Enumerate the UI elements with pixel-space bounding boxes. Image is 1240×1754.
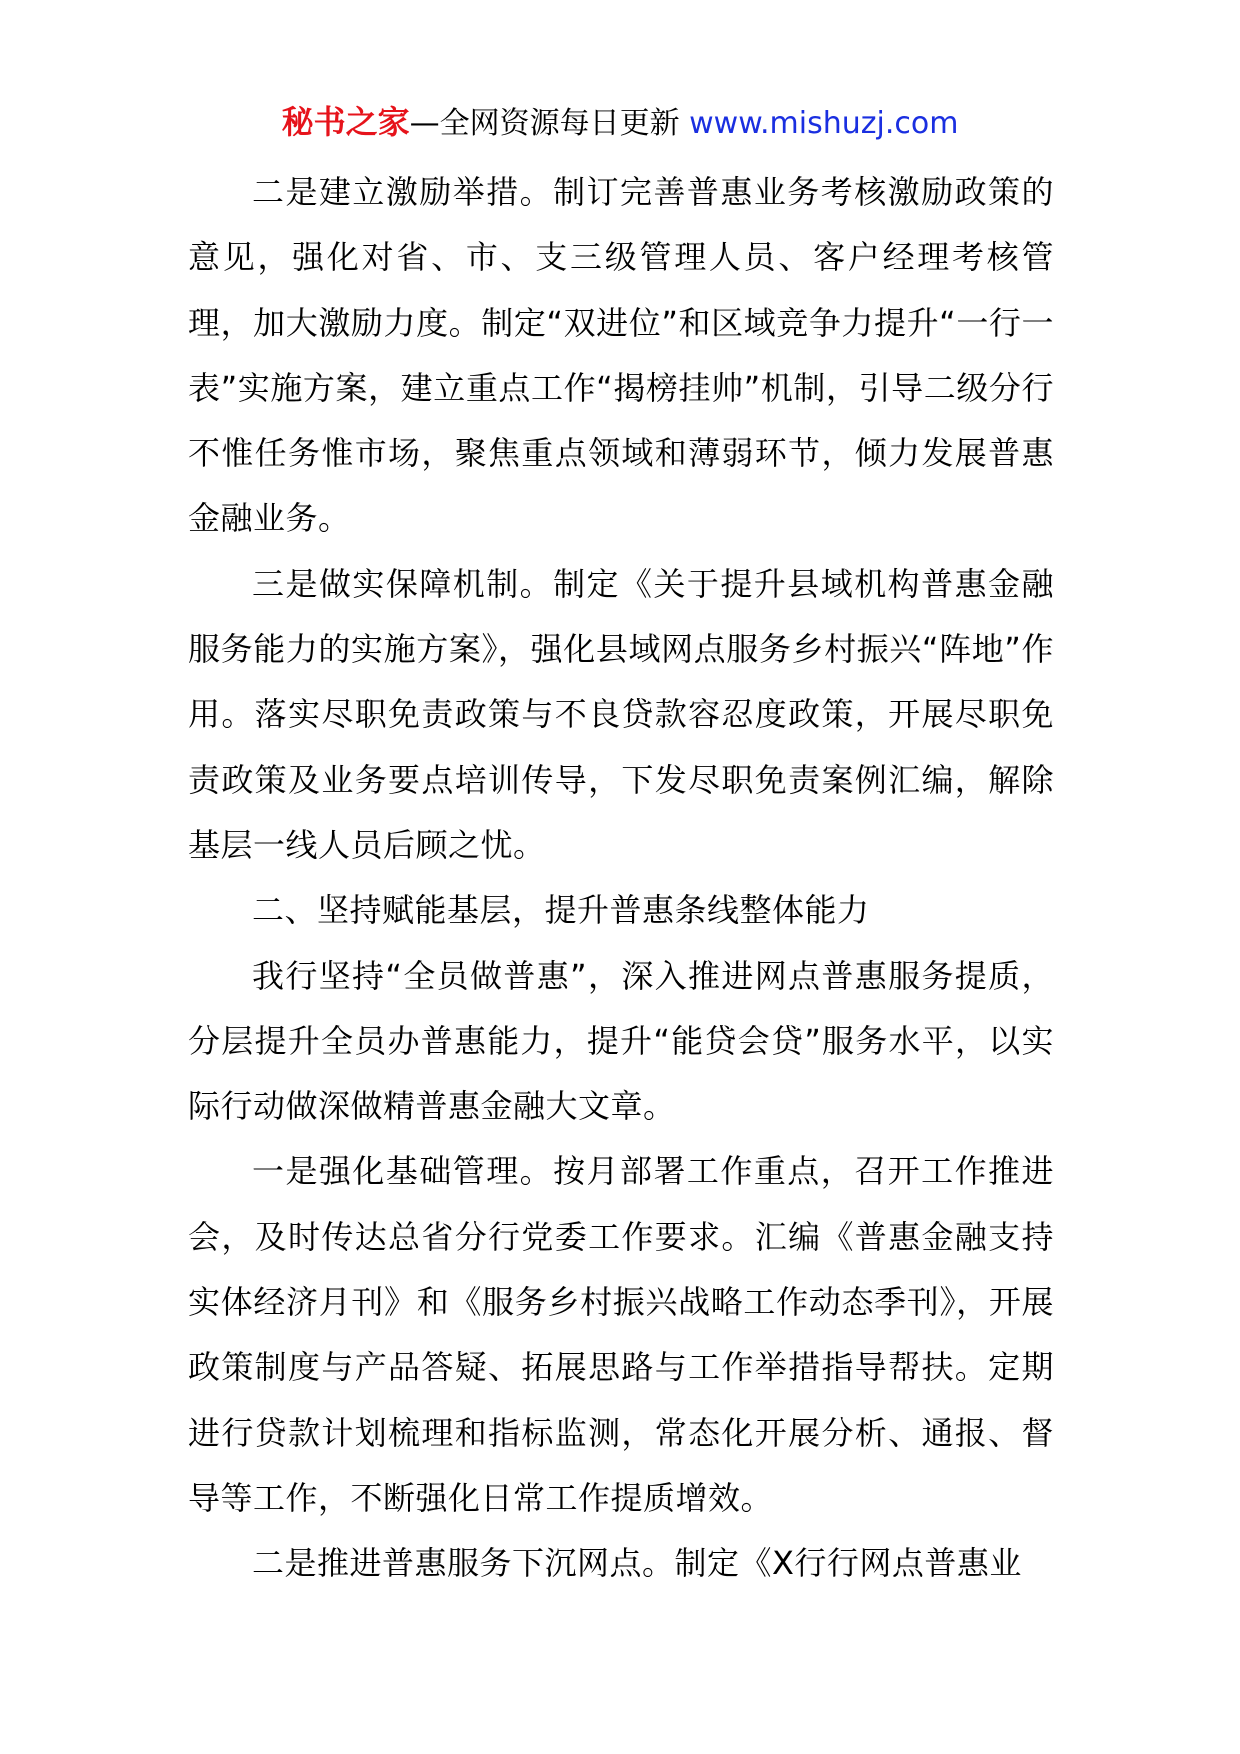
paragraph-all-staff: 我行坚持“全员做普惠”，深入推进网点普惠服务提质，分层提升全员办普惠能力，提升“能贷会贷”服务水平，以实际行动做深做精普惠金融大文章。 <box>188 956 1054 1126</box>
brand-name: 秘书之家 <box>281 103 410 141</box>
paragraph-outlets: 二是推进普惠服务下沉网点。制定《X行行网点普惠业 <box>252 1544 1022 1583</box>
paragraph-incentive: 二是建立激励举措。制订完善普惠业务考核激励政策的意见，强化对省、市、支三级管理人员、客户经理考核管理，加大激励力度。制定“双进位”和区域竞争力提升“一行一表”实施方案，建立重点工作“揭榜挂帅”机制，引导二级分行不惟任务惟市场，聚焦重点领域和薄弱环节，倾力发展普惠金融业务。 <box>188 173 1054 538</box>
paragraph-basic-management: 一是强化基础管理。按月部署工作重点，召开工作推进会，及时传达总省分行党委工作要求。汇编《普惠金融支持实体经济月刊》和《服务乡村振兴战略工作动态季刊》，开展政策制度与产品答疑、拓展思路与工作举措指导帮扶。定期进行贷款计划梳理和指标监测，常态化开展分析、通报、督导等工作，不断强化日常工作提质增效。 <box>188 1152 1054 1517</box>
header-slogan: —全网资源每日更新 <box>409 106 680 141</box>
paragraph-safeguard: 三是做实保障机制。制定《关于提升县域机构普惠金融服务能力的实施方案》，强化县域网点服务乡村振兴“阵地”作用。落实尽职免责政策与不良贷款容忍度政策，开展尽职免责政策及业务要点培训传导，下发尽职免责案例汇编，解除基层一线人员后顾之忧。 <box>188 564 1054 864</box>
document-body <box>188 160 1054 1597</box>
section-heading: 二、坚持赋能基层，提升普惠条线整体能力 <box>252 891 870 930</box>
page-header <box>0 100 1240 146</box>
site-url[interactable]: www.mishuzj.com <box>689 106 959 141</box>
